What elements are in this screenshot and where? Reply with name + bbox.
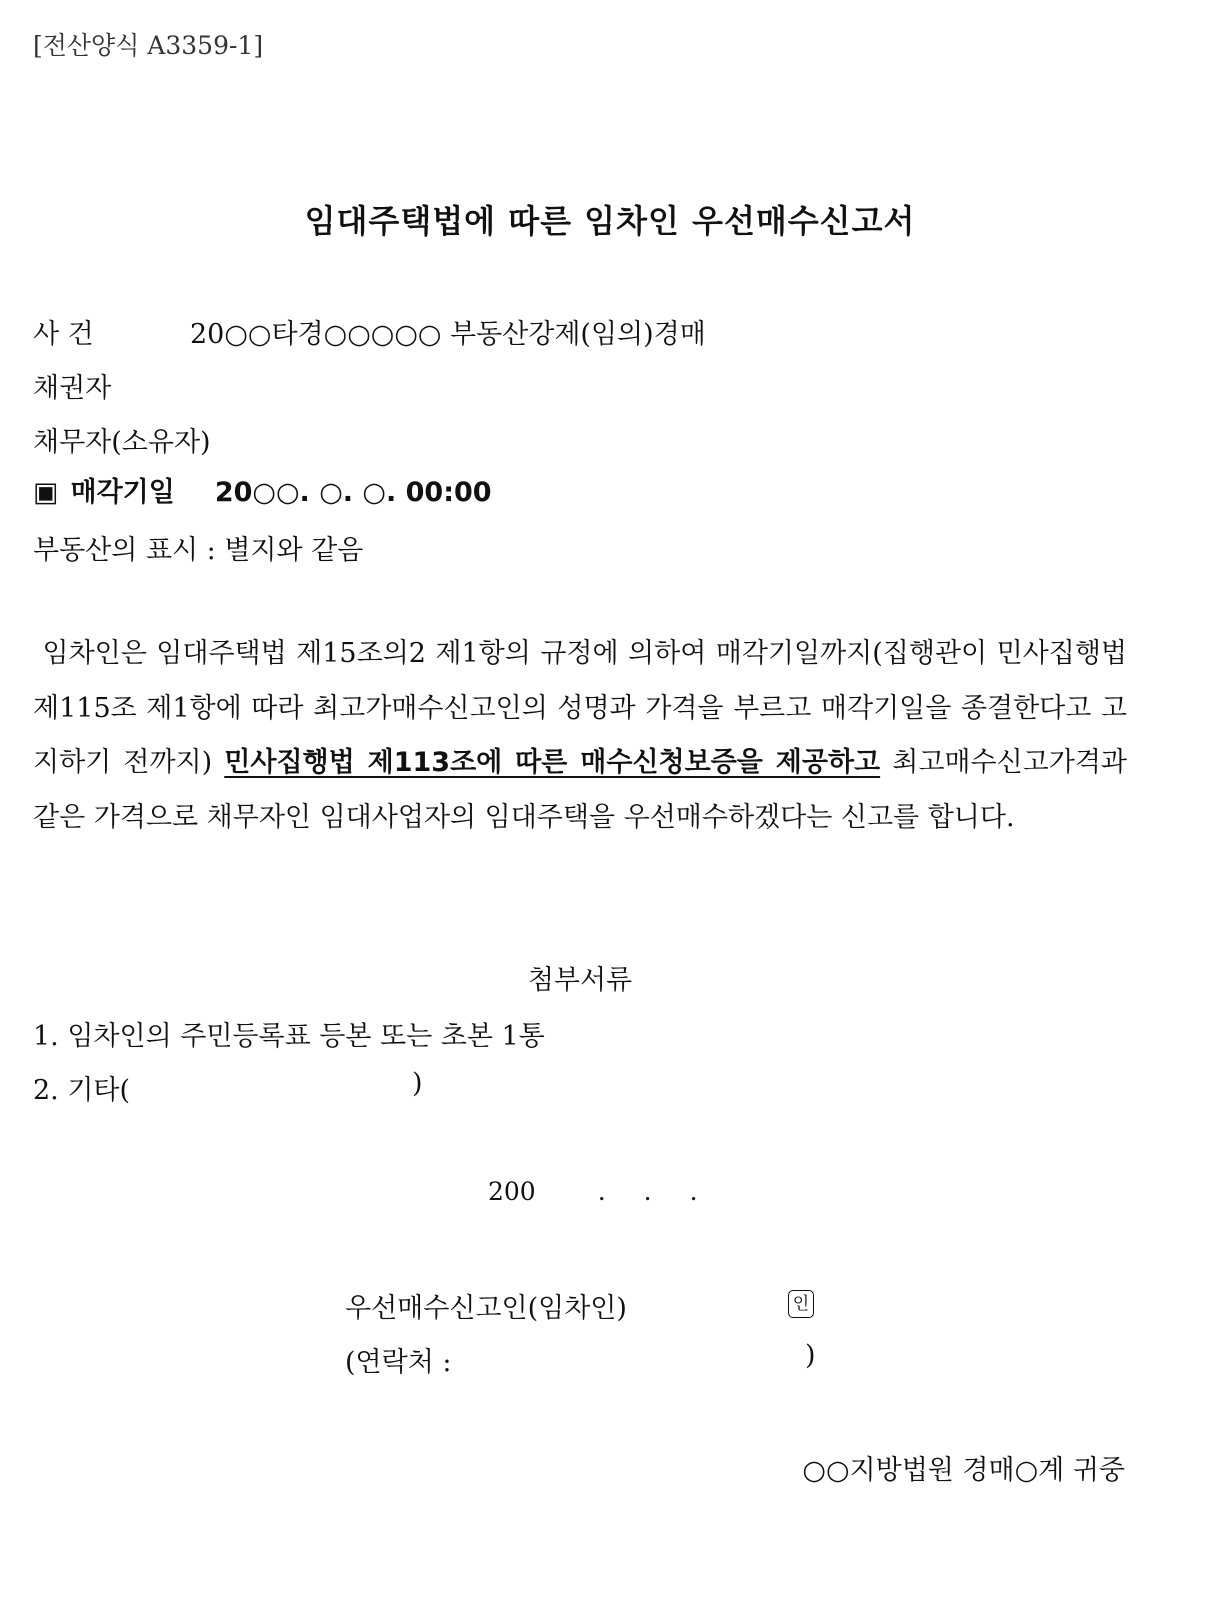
attachment-item-2-close: ) (412, 1068, 423, 1099)
declaration-paragraph (33, 627, 1127, 845)
document-title: 임대주택법에 따른 임차인 우선매수신고서 (304, 202, 916, 240)
date-dot-2: . (643, 1177, 652, 1206)
court-addressee: ○○지방법원 경매○계 귀중 (802, 1455, 1125, 1486)
checkbox-marker-icon: ▣ (33, 477, 59, 508)
case-number: 20○○타경○○○○○ 부동산강제(임의)경매 (190, 319, 706, 350)
property-description: 부동산의 표시 : 별지와 같음 (33, 535, 364, 566)
sale-date-row (33, 470, 492, 509)
creditor-label: 채권자 (33, 373, 112, 404)
debtor-label: 채무자(소유자) (33, 427, 211, 458)
attachment-item-2: 2. 기타( (33, 1075, 131, 1106)
date-year: 200 (488, 1177, 536, 1206)
sale-date-value: 20○○. ○. ○. 00:00 (214, 477, 492, 508)
case-label: 사 건 (33, 319, 94, 350)
attachments-title: 첨부서류 (527, 965, 633, 996)
declaration-text-part1: 임차인은 임대주택법 제15조의2 제1항의 규정에 의하여 매각기일까지(집행관이 민사집행법 제115조 제1항에 따라 최고가매수신고인의 성명과 가격을 부르고 매각기일을 종결한다고 고지하기 전까지) (33, 638, 1127, 778)
contact-close: ) (805, 1340, 816, 1371)
form-code: [전산양식 A3359-1] (33, 31, 264, 60)
declaration-emphasis: 민사집행법 제113조에 따른 매수신청보증을 제공하고 (224, 747, 881, 778)
attachment-item-1: 1. 임차인의 주민등록표 등본 또는 초본 1통 (33, 1021, 545, 1052)
applicant-label: 우선매수신고인(임차인) (345, 1293, 627, 1324)
sale-date-label: 매각기일 (70, 477, 175, 508)
date-dot-3: . (689, 1177, 698, 1206)
date-dot-1: . (597, 1177, 606, 1206)
contact-label: (연락처 : (345, 1347, 452, 1378)
declaration-text-part2: 최고매수신고가격과 같은 가격으로 채무자인 임대사업자의 임대주택을 우선매수하겠다는 신고를 합니다. (33, 747, 1127, 833)
document-date (488, 1177, 736, 1206)
seal-icon: 인 (788, 1290, 814, 1318)
